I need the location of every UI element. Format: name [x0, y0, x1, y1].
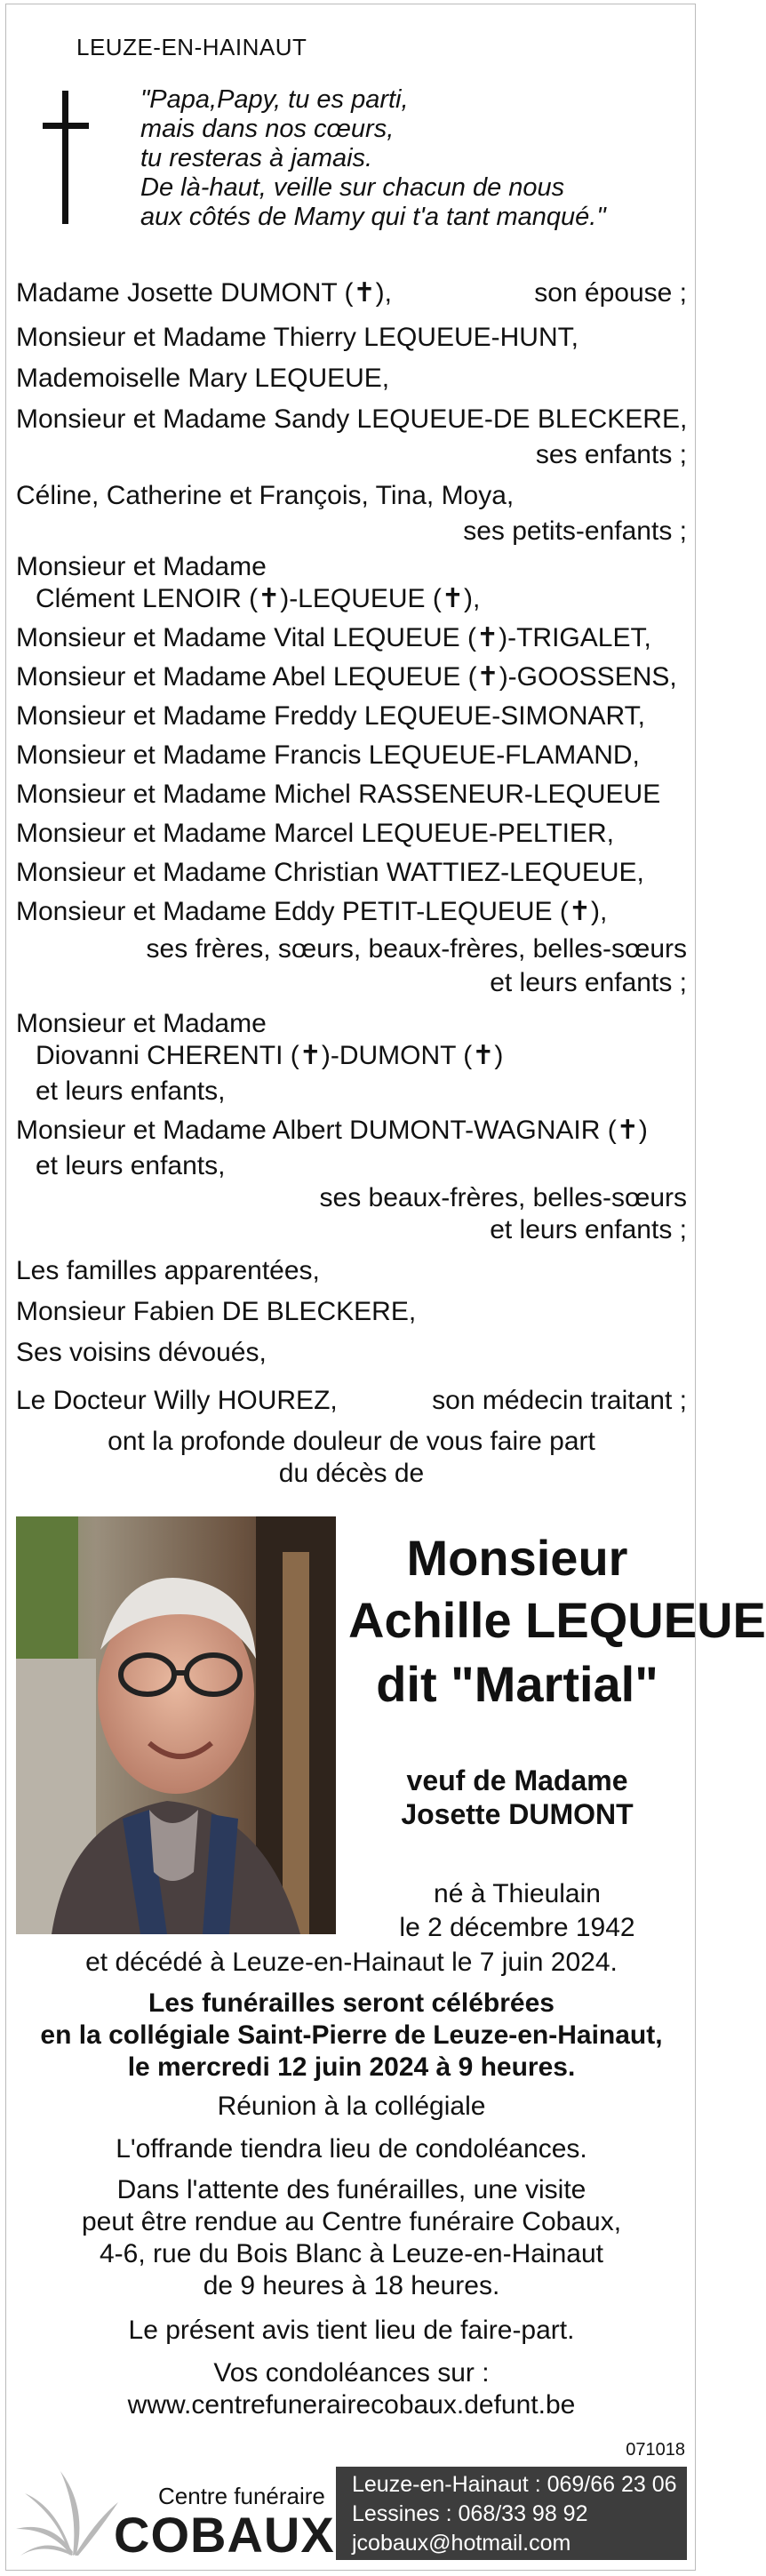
- funeral-home-footer: [16, 2467, 687, 2563]
- child-line: Monsieur et Madame Thierry LEQUEUE-HUNT,: [16, 323, 578, 352]
- quote-line: De là-haut, veille sur chacun de nous: [140, 173, 565, 202]
- cross-icon: [43, 91, 89, 224]
- sibling-line: Monsieur et Madame Eddy PETIT-LEQUEUE (✝),: [16, 897, 608, 926]
- widow-of-name: Josette DUMONT: [401, 1798, 634, 1830]
- inlaw-line: et leurs enfants,: [36, 1151, 226, 1180]
- child-line: Mademoiselle Mary LEQUEUE,: [16, 364, 390, 393]
- deceased-title: Monsieur: [406, 1530, 628, 1586]
- visit-line: de 9 heures à 18 heures.: [203, 2271, 500, 2300]
- doctor-role: son médecin traitant ;: [432, 1386, 687, 1415]
- children-role: ses enfants ;: [535, 440, 687, 469]
- reference-number: 071018: [626, 2440, 685, 2460]
- siblings-role: ses frères, sœurs, beaux-frères, belles-sœurs: [146, 934, 687, 964]
- inlaw-line: Monsieur et Madame Albert DUMONT-WAGNAIR (✝): [16, 1116, 648, 1145]
- town-heading: LEUZE-EN-HAINAUT: [76, 34, 307, 60]
- birth-place: né à Thieulain: [434, 1879, 601, 1908]
- visit-line: 4-6, rue du Bois Blanc à Leuze-en-Hainaut: [99, 2239, 603, 2268]
- contact-phone-leuze: Leuze-en-Hainaut : 069/66 23 06: [352, 2472, 677, 2497]
- other-line: Monsieur Fabien DE BLECKERE,: [16, 1297, 417, 1326]
- child-line: Monsieur et Madame Sandy LEQUEUE-DE BLECKERE,: [16, 404, 688, 434]
- inlaws-role: et leurs enfants ;: [490, 1215, 687, 1244]
- condolences-label: Vos condoléances sur :: [213, 2358, 490, 2388]
- funeral-line: le mercredi 12 juin 2024 à 9 heures.: [127, 2052, 576, 2082]
- portrait-photo: [16, 1516, 336, 1934]
- doctor-name: Le Docteur Willy HOUREZ,: [16, 1386, 338, 1415]
- announcement: du décès de: [278, 1459, 425, 1488]
- epitaph-quote: [140, 85, 691, 232]
- inlaws-role: ses beaux-frères, belles-sœurs: [319, 1183, 687, 1212]
- logo-name: COBAUX: [114, 2507, 335, 2563]
- funeral-line: Les funérailles seront célébrées: [148, 1988, 555, 2018]
- deceased-name: Achille LEQUEUE: [348, 1592, 766, 1648]
- widow-of: veuf de Madame: [406, 1764, 628, 1796]
- inlaw-line: Diovanni CHERENTI (✝)-DUMONT (✝): [36, 1041, 504, 1070]
- siblings-role: et leurs enfants ;: [490, 968, 687, 997]
- contact-email[interactable]: jcobaux@hotmail.com: [352, 2531, 571, 2556]
- sibling-line: Clément LENOIR (✝)-LEQUEUE (✝),: [36, 584, 481, 613]
- funeral-home-logo: [16, 2467, 335, 2563]
- contact-box: [336, 2467, 687, 2560]
- sibling-line: Monsieur et Madame Vital LEQUEUE (✝)-TRIGALET,: [16, 623, 651, 652]
- announcement: ont la profonde douleur de vous faire part: [108, 1427, 595, 1456]
- sibling-line: Monsieur et Madame Christian WATTIEZ-LEQUEUE,: [16, 858, 644, 887]
- visit-line: Dans l'attente des funérailles, une visite: [116, 2175, 586, 2204]
- deceased-nickname: dit "Martial": [376, 1656, 658, 1712]
- sibling-line: Monsieur et Madame Marcel LEQUEUE-PELTIER,: [16, 819, 614, 848]
- sibling-line: Monsieur et Madame Michel RASSENEUR-LEQUEUE: [16, 780, 661, 809]
- quote-line: mais dans nos cœurs,: [140, 115, 395, 143]
- condolences-website[interactable]: www.centrefunerairecobaux.defunt.be: [127, 2390, 576, 2420]
- logo-subtitle: Centre funéraire: [158, 2483, 325, 2509]
- other-line: Les familles apparentées,: [16, 1256, 320, 1285]
- meeting-place: Réunion à la collégiale: [217, 2092, 486, 2121]
- quote-line: tu resteras à jamais.: [140, 144, 373, 172]
- quote-line: "Papa,Papy, tu es parti,: [140, 85, 409, 114]
- funeral-line: en la collégiale Saint-Pierre de Leuze-en-Hainaut,: [40, 2020, 663, 2050]
- spouse-role: son épouse ;: [534, 278, 687, 308]
- offering-note: L'offrande tiendra lieu de condoléances.: [116, 2134, 587, 2164]
- grandchildren-line: Céline, Catherine et François, Tina, Moya,: [16, 481, 515, 510]
- other-line: Ses voisins dévoués,: [16, 1338, 267, 1367]
- sibling-line: Monsieur et Madame: [16, 552, 267, 581]
- spouse-name: Madame Josette DUMONT (✝),: [16, 278, 393, 308]
- inlaw-line: Monsieur et Madame: [16, 1009, 267, 1038]
- birth-date: le 2 décembre 1942: [399, 1913, 635, 1942]
- grandchildren-role: ses petits-enfants ;: [463, 516, 687, 546]
- palm-leaf-icon: [16, 2467, 123, 2560]
- sibling-line: Monsieur et Madame Francis LEQUEUE-FLAMAND,: [16, 740, 640, 770]
- inlaw-line: et leurs enfants,: [36, 1076, 226, 1106]
- sibling-line: Monsieur et Madame Freddy LEQUEUE-SIMONART,: [16, 701, 646, 731]
- visit-line: peut être rendue au Centre funéraire Cobaux,: [81, 2207, 622, 2236]
- notice-line: Le présent avis tient lieu de faire-part.: [128, 2316, 575, 2345]
- death-info: et décédé à Leuze-en-Hainaut le 7 juin 2024.: [85, 1948, 618, 1977]
- quote-line: aux côtés de Mamy qui t'a tant manqué.": [140, 203, 606, 231]
- contact-phone-lessines: Lessines : 068/33 98 92: [352, 2501, 588, 2526]
- sibling-line: Monsieur et Madame Abel LEQUEUE (✝)-GOOSSENS,: [16, 662, 677, 692]
